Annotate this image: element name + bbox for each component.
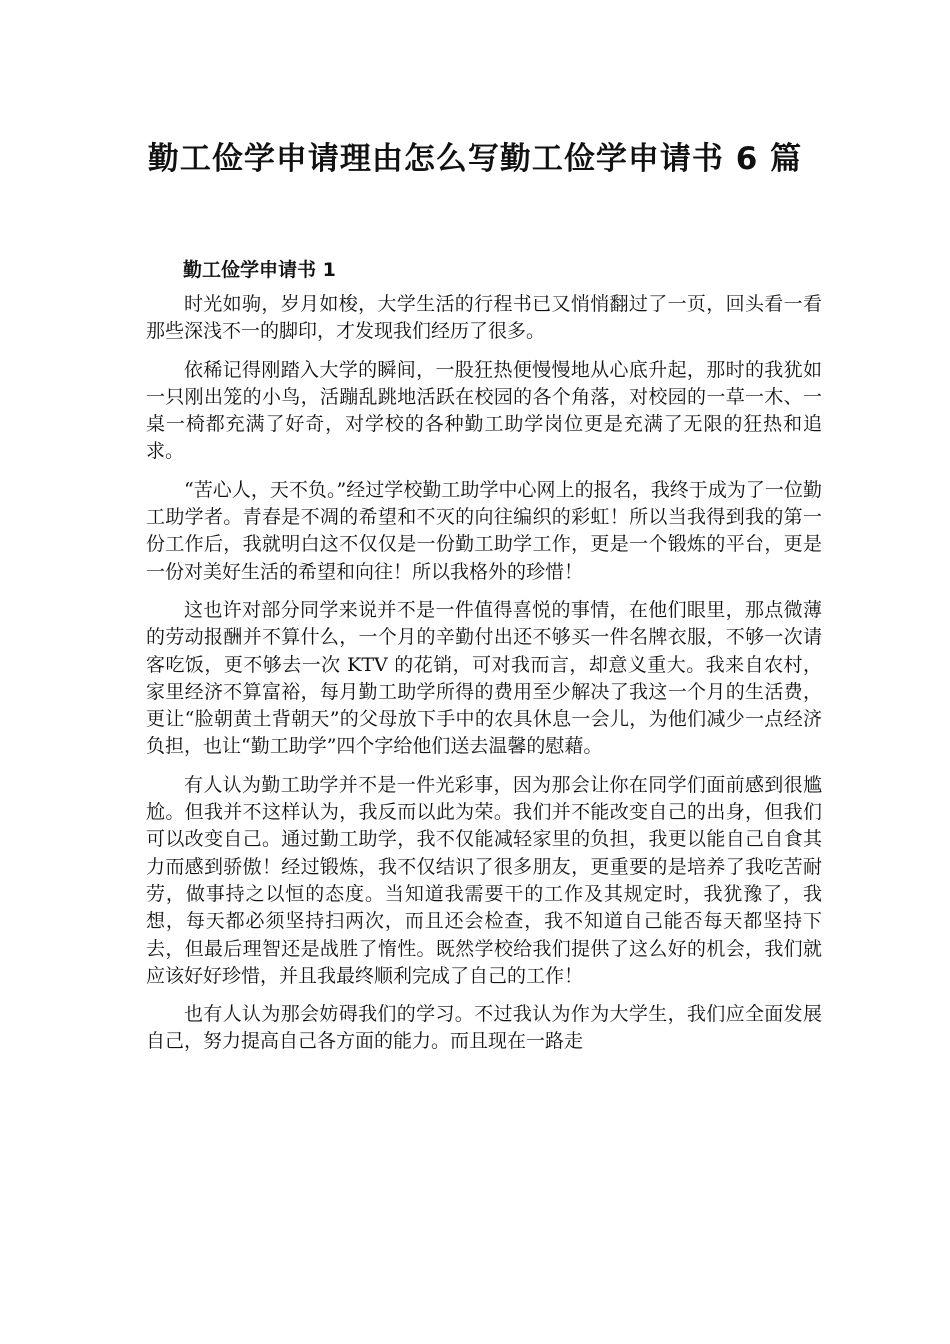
paragraph: 有人认为勤工助学并不是一件光彩事，因为那会让你在同学们面前感到很尴尬。但我并不这样认为，我反而以此为荣。我们并不能改变自己的出身，但我们可以改变自己。通过勤工助学，我不仅能减轻家里的负担，我更以能自己自食其力而感到骄傲！经过锻炼，我不仅结识了很多朋友，更重要的是培养了我吃苦耐劳，做事持之以恒的态度。当知道我需要干的工作及其规定时，我犹豫了，我想，每天都必须坚持扫两次，而且还会检查，我不知道自己能否每天都坚持下去，但最后理智还是战胜了惰性。既然学校给我们提供了这么好的机会，我们就应该好好珍惜，并且我最终顺利完成了自己的工作！: [146, 773, 822, 987]
paragraph: 也有人认为那会妨碍我们的学习。不过我认为作为大学生，我们应全面发展自己，努力提高自己各方面的能力。而且现在一路走: [146, 1003, 822, 1053]
paragraph: 依稀记得刚踏入大学的瞬间，一股狂热便慢慢地从心底升起，那时的我犹如一只刚出笼的小鸟，活蹦乱跳地活跃在校园的各个角落，对校园的一草一木、一桌一椅都充满了好奇，对学校的各种勤工助学岗位更是充满了无限的狂热和追求。: [146, 358, 822, 463]
section-heading: 勤工俭学申请书 1: [183, 259, 336, 281]
paragraph: 这也许对部分同学来说并不是一件值得喜悦的事情，在他们眼里，那点微薄的劳动报酬并不算什么，一个月的辛勤付出还不够买一件名牌衣服，不够一次请客吃饭，更不够去一次 KTV 的花销，可对我而言，却意义重大。我来自农村，家里经济不算富裕，每月勤工助学所得的费用至少解决了我这一个月的生活费，更让“脸朝黄土背朝天”的父母放下手中的农具休息一会儿，为他们减少一点经济负担，也让“勤工助学”四个字给他们送去温馨的慰藉。: [146, 598, 822, 758]
paragraph: “苦心人，天不负。”经过学校勤工助学中心网上的报名，我终于成为了一位勤工助学者。青春是不凋的希望和不灭的向往编织的彩虹！所以当我得到我的第一份工作后，我就明白这不仅仅是一份勤工助学工作，更是一个锻炼的平台，更是一份对美好生活的希望和向往！所以我格外的珍惜！: [146, 478, 822, 583]
document-body: [146, 291, 822, 1067]
document-title: 勤工俭学申请理由怎么写勤工俭学申请书 6 篇: [147, 141, 803, 177]
paragraph: 时光如驹，岁月如梭，大学生活的行程书已又悄悄翻过了一页，回头看一看那些深浅不一的脚印，才发现我们经历了很多。: [146, 293, 822, 343]
